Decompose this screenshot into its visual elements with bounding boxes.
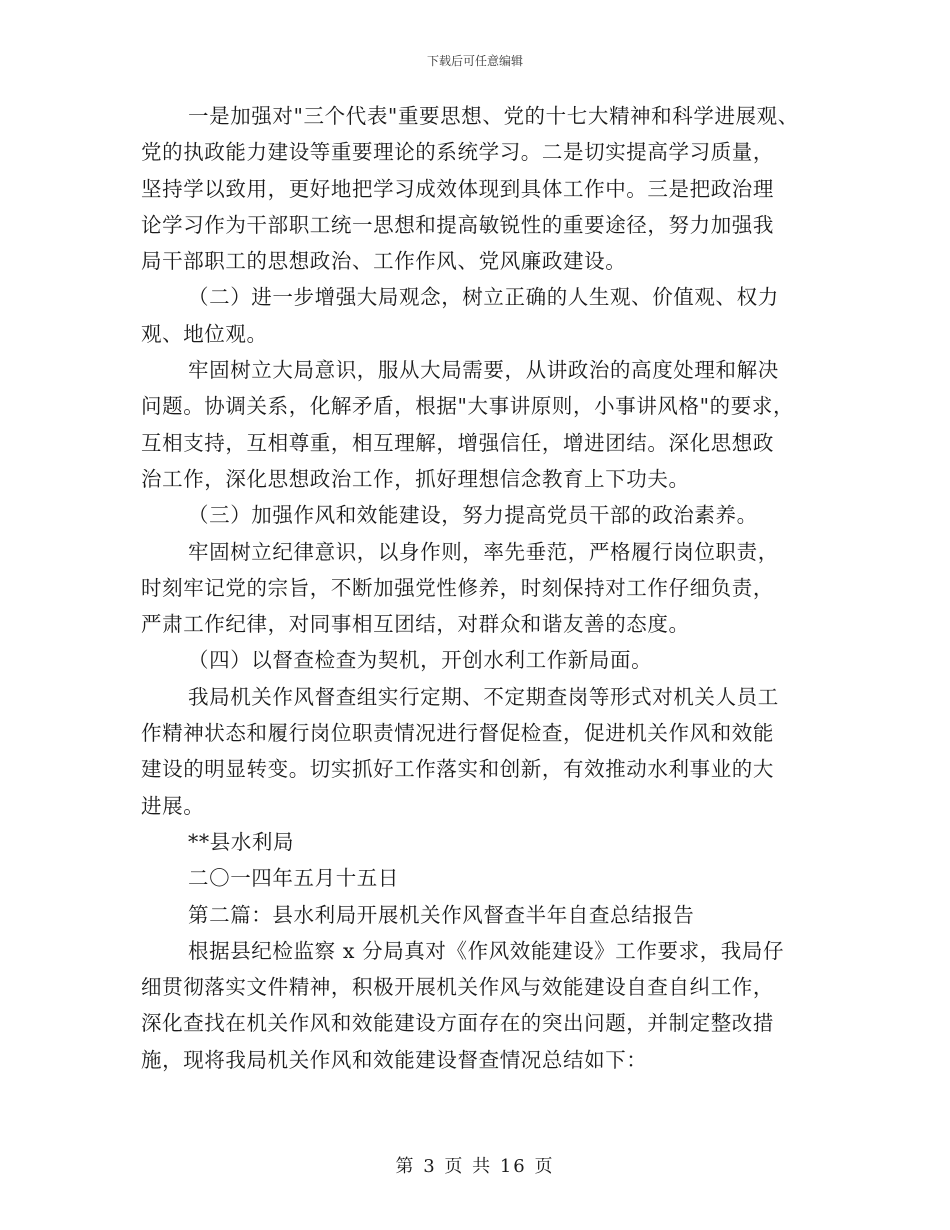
text-line: 论学习作为干部职工统一思想和提高敏锐性的重要途径，努力加强我 (141, 212, 774, 237)
text-line: 二〇一四年五月十五日 (188, 866, 399, 891)
text-line: 治工作，深化思想政治工作，抓好理想信念教育上下功夫。 (141, 466, 690, 491)
text-line: 局干部职工的思想政治、工作作风、党风廉政建设。 (141, 249, 627, 274)
text-line: 进展。 (141, 793, 205, 818)
text-line: 时刻牢记党的宗旨，不断加强党性修养，时刻保持对工作仔细负责， (141, 575, 774, 600)
text-line: 党的执政能力建设等重要理论的系统学习。二是切实提高学习质量， (141, 140, 774, 165)
text-line: 严肃工作纪律，对同事相互团结，对群众和谐友善的态度。 (141, 612, 690, 637)
text-line: **县水利局 (188, 829, 295, 854)
text-line: 我局机关作风督查组实行定期、不定期查岗等形式对机关人员工 (188, 684, 779, 709)
text-line: 问题。协调关系，化解矛盾，根据"大事讲原则，小事讲风格"的要求， (141, 394, 795, 419)
text-line: 互相支持，互相尊重，相互理解，增强信任，增进团结。深化思想政 (141, 430, 774, 455)
text-line: 作精神状态和履行岗位职责情况进行督促检查，促进机关作风和效能 (141, 721, 774, 746)
document-body (141, 98, 811, 1078)
text-line: （二）进一步增强大局观念，树立正确的人生观、价值观、权力 (188, 285, 779, 310)
text-line: 牢固树立大局意识，服从大局需要，从讲政治的高度处理和解决 (188, 358, 779, 383)
page-footer: 第 3 页 共 16 页 (395, 1156, 555, 1177)
text-line: （三）加强作风和效能建设，努力提高党员干部的政治素养。 (188, 503, 758, 528)
text-line: 根据县纪检监察 x 分局真对《作风效能建设》工作要求，我局仔 (188, 938, 785, 963)
text-line: 观、地位观。 (141, 321, 268, 346)
text-line: 牢固树立纪律意识，以身作则，率先垂范，严格履行岗位职责， (188, 539, 779, 564)
text-line: 第二篇：县水利局开展机关作风督查半年自查总结报告 (188, 902, 695, 927)
text-line: 细贯彻落实文件精神，积极开展机关作风与效能建设自查自纠工作， (141, 975, 774, 1000)
text-line: 建设的明显转变。切实抓好工作落实和创新，有效推动水利事业的大 (141, 757, 774, 782)
header-note: 下载后可任意编辑 (426, 54, 523, 68)
text-line: 深化查找在机关作风和效能建设方面存在的突出问题，并制定整改措 (141, 1011, 774, 1036)
text-line: 施，现将我局机关作风和效能建设督查情况总结如下： (141, 1047, 648, 1072)
text-line: 坚持学以致用，更好地把学习成效体现到具体工作中。三是把政治理 (141, 176, 774, 201)
text-line: （四）以督查检查为契机，开创水利工作新局面。 (188, 648, 653, 673)
text-line: 一是加强对"三个代表"重要思想、党的十七大精神和科学进展观、 (188, 104, 799, 128)
